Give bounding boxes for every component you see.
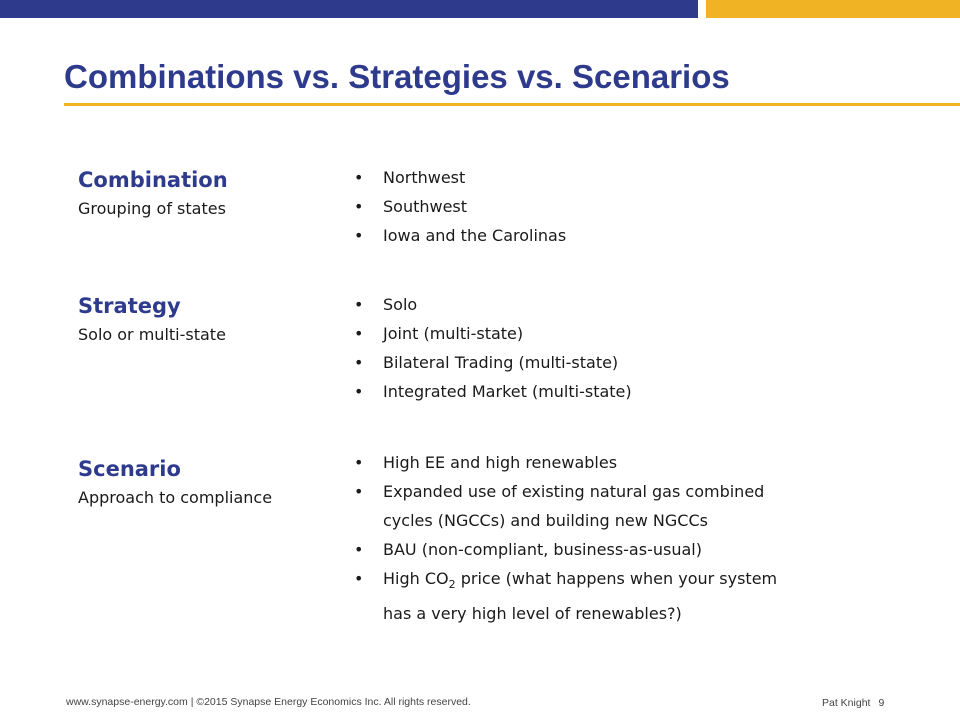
title-underline bbox=[64, 103, 960, 106]
term-heading: Combination bbox=[78, 168, 228, 192]
bullet-icon: • bbox=[354, 540, 364, 559]
list-item: • Northwest bbox=[352, 163, 912, 192]
footer-presenter bbox=[822, 697, 884, 709]
term-description: Solo or multi-state bbox=[78, 325, 226, 344]
list-item: • Expanded use of existing natural gas combined cycles (NGCCs) and building new NGCCs bbox=[352, 477, 912, 535]
term-scenario bbox=[78, 455, 272, 510]
top-accent-bar-blue bbox=[0, 0, 698, 18]
term-heading: Strategy bbox=[78, 294, 181, 318]
list-item: • High $CO_2$ price (what happens when your system has a very high level of renewables?) bbox=[352, 564, 912, 628]
list-item: • Iowa and the Carolinas bbox=[352, 221, 912, 250]
list-item: • Joint (multi-state) bbox=[352, 319, 912, 348]
slide-title: Combinations vs. Strategies vs. Scenarios bbox=[64, 58, 730, 95]
footer-copyright bbox=[66, 696, 471, 708]
term-combination bbox=[78, 166, 228, 221]
footer-separator: | bbox=[190, 696, 194, 708]
list-item: • High EE and high renewables bbox=[352, 448, 912, 477]
footer-copyright-text: ©2015 Synapse Energy Economics Inc. All rights reserved. bbox=[196, 696, 471, 708]
term-strategy bbox=[78, 292, 226, 347]
scenario-bullet-list bbox=[352, 448, 912, 628]
bullet-icon: • bbox=[354, 569, 364, 588]
bullet-icon: • bbox=[354, 324, 364, 343]
bullet-icon: • bbox=[354, 482, 364, 501]
bullet-icon: • bbox=[354, 197, 364, 216]
bullet-icon: • bbox=[354, 353, 364, 372]
bullet-icon: • bbox=[354, 453, 364, 472]
footer-website[interactable]: www.synapse-energy.com bbox=[66, 696, 188, 708]
list-item: • BAU (non-compliant, business-as-usual) bbox=[352, 535, 912, 564]
bullet-icon: • bbox=[354, 168, 364, 187]
list-item: • Bilateral Trading (multi-state) bbox=[352, 348, 912, 377]
strategy-bullet-list bbox=[352, 290, 912, 406]
presenter-name: Pat Knight bbox=[822, 697, 871, 709]
list-item: • Southwest bbox=[352, 192, 912, 221]
bullet-icon: • bbox=[354, 295, 364, 314]
list-item: • Integrated Market (multi-state) bbox=[352, 377, 912, 406]
term-description: Grouping of states bbox=[78, 199, 226, 218]
bullet-icon: • bbox=[354, 226, 364, 245]
list-item: • Solo bbox=[352, 290, 912, 319]
top-accent-bar-gold bbox=[706, 0, 960, 18]
page-number: 9 bbox=[878, 697, 885, 709]
term-heading: Scenario bbox=[78, 457, 181, 481]
combination-bullet-list bbox=[352, 163, 912, 250]
bullet-icon: • bbox=[354, 382, 364, 401]
term-description: Approach to compliance bbox=[78, 488, 273, 507]
